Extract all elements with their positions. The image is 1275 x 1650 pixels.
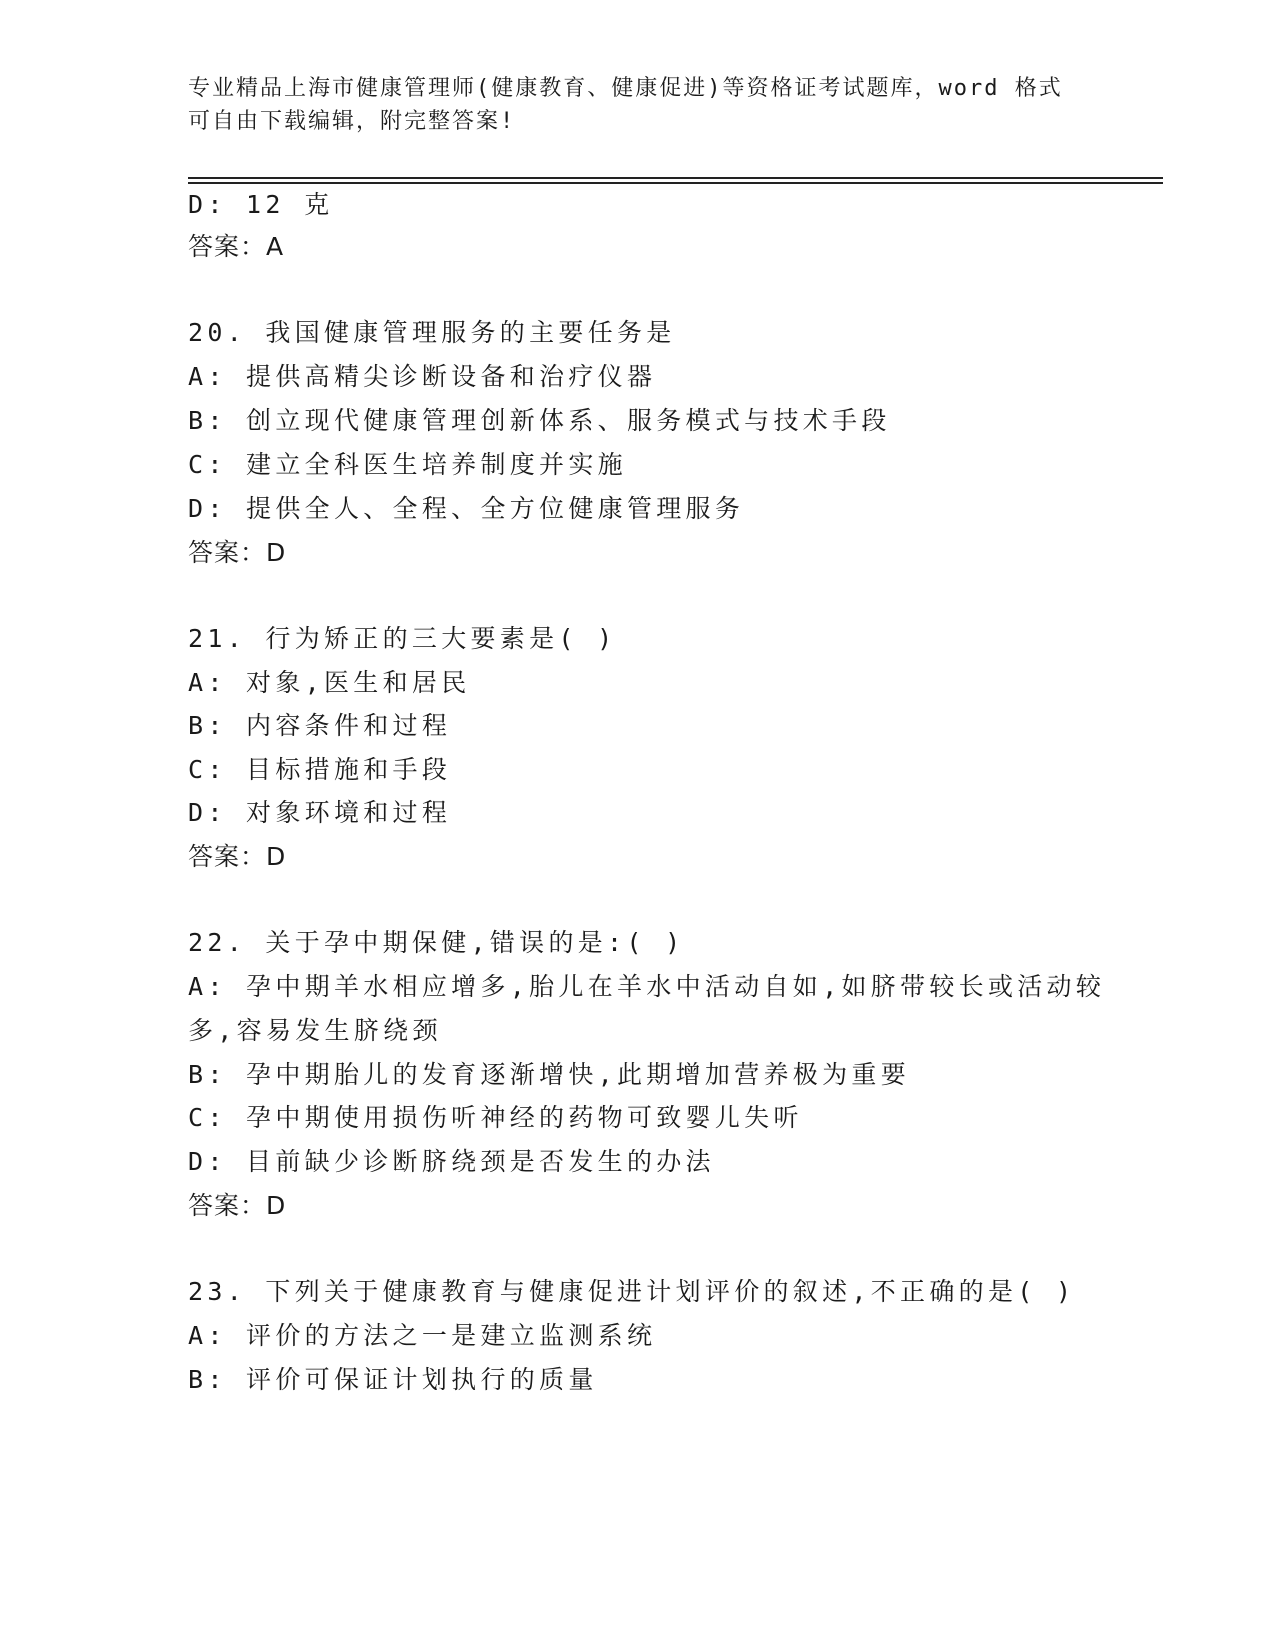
question-21-stem: 21. 行为矫正的三大要素是( ) <box>188 624 617 653</box>
question-22-answer: 答案：D <box>188 1191 287 1220</box>
header-rule-bottom <box>188 182 1163 184</box>
question-22-option-a-line-1: A: 孕中期羊水相应增多,胎儿在羊水中活动自如,如脐带较长或活动较 <box>188 972 1106 1001</box>
question-20-answer: 答案：D <box>188 538 287 567</box>
question-21-option-c: C: 目标措施和手段 <box>188 755 452 784</box>
question-20-option-b: B: 创立现代健康管理创新体系、服务模式与技术手段 <box>188 406 891 435</box>
question-22-option-a-line-2: 多,容易发生脐绕颈 <box>188 1016 442 1045</box>
question-23-option-b: B: 评价可保证计划执行的质量 <box>188 1365 598 1394</box>
question-21-option-a: A: 对象,医生和居民 <box>188 668 471 697</box>
prev-option-d: D: 12 克 <box>188 190 334 219</box>
question-21-option-b: B: 内容条件和过程 <box>188 711 452 740</box>
header-line-1: 专业精品上海市健康管理师(健康教育、健康促进)等资格证考试题库，word 格式 <box>188 76 1063 101</box>
question-20-option-c: C: 建立全科医生培养制度并实施 <box>188 450 627 479</box>
question-22-stem: 22. 关于孕中期保健,错误的是:( ) <box>188 928 685 957</box>
question-22-option-b: B: 孕中期胎儿的发育逐渐增快,此期增加营养极为重要 <box>188 1060 911 1089</box>
question-21-answer: 答案：D <box>188 842 287 871</box>
prev-answer: 答案：A <box>188 232 285 261</box>
question-23-option-a: A: 评价的方法之一是建立监测系统 <box>188 1321 657 1350</box>
question-21-option-d: D: 对象环境和过程 <box>188 798 452 827</box>
question-22-option-c: C: 孕中期使用损伤听神经的药物可致婴儿失听 <box>188 1103 803 1132</box>
question-20-stem: 20. 我国健康管理服务的主要任务是 <box>188 318 676 347</box>
question-22-option-d: D: 目前缺少诊断脐绕颈是否发生的办法 <box>188 1147 715 1176</box>
question-20-option-a: A: 提供高精尖诊断设备和治疗仪器 <box>188 362 657 391</box>
header-rule-top <box>188 177 1163 179</box>
header-line-2: 可自由下载编辑，附完整答案! <box>188 109 516 134</box>
question-23-stem: 23. 下列关于健康教育与健康促进计划评价的叙述,不正确的是( ) <box>188 1277 1076 1306</box>
document-header <box>188 72 1088 138</box>
question-20-option-d: D: 提供全人、全程、全方位健康管理服务 <box>188 494 745 523</box>
